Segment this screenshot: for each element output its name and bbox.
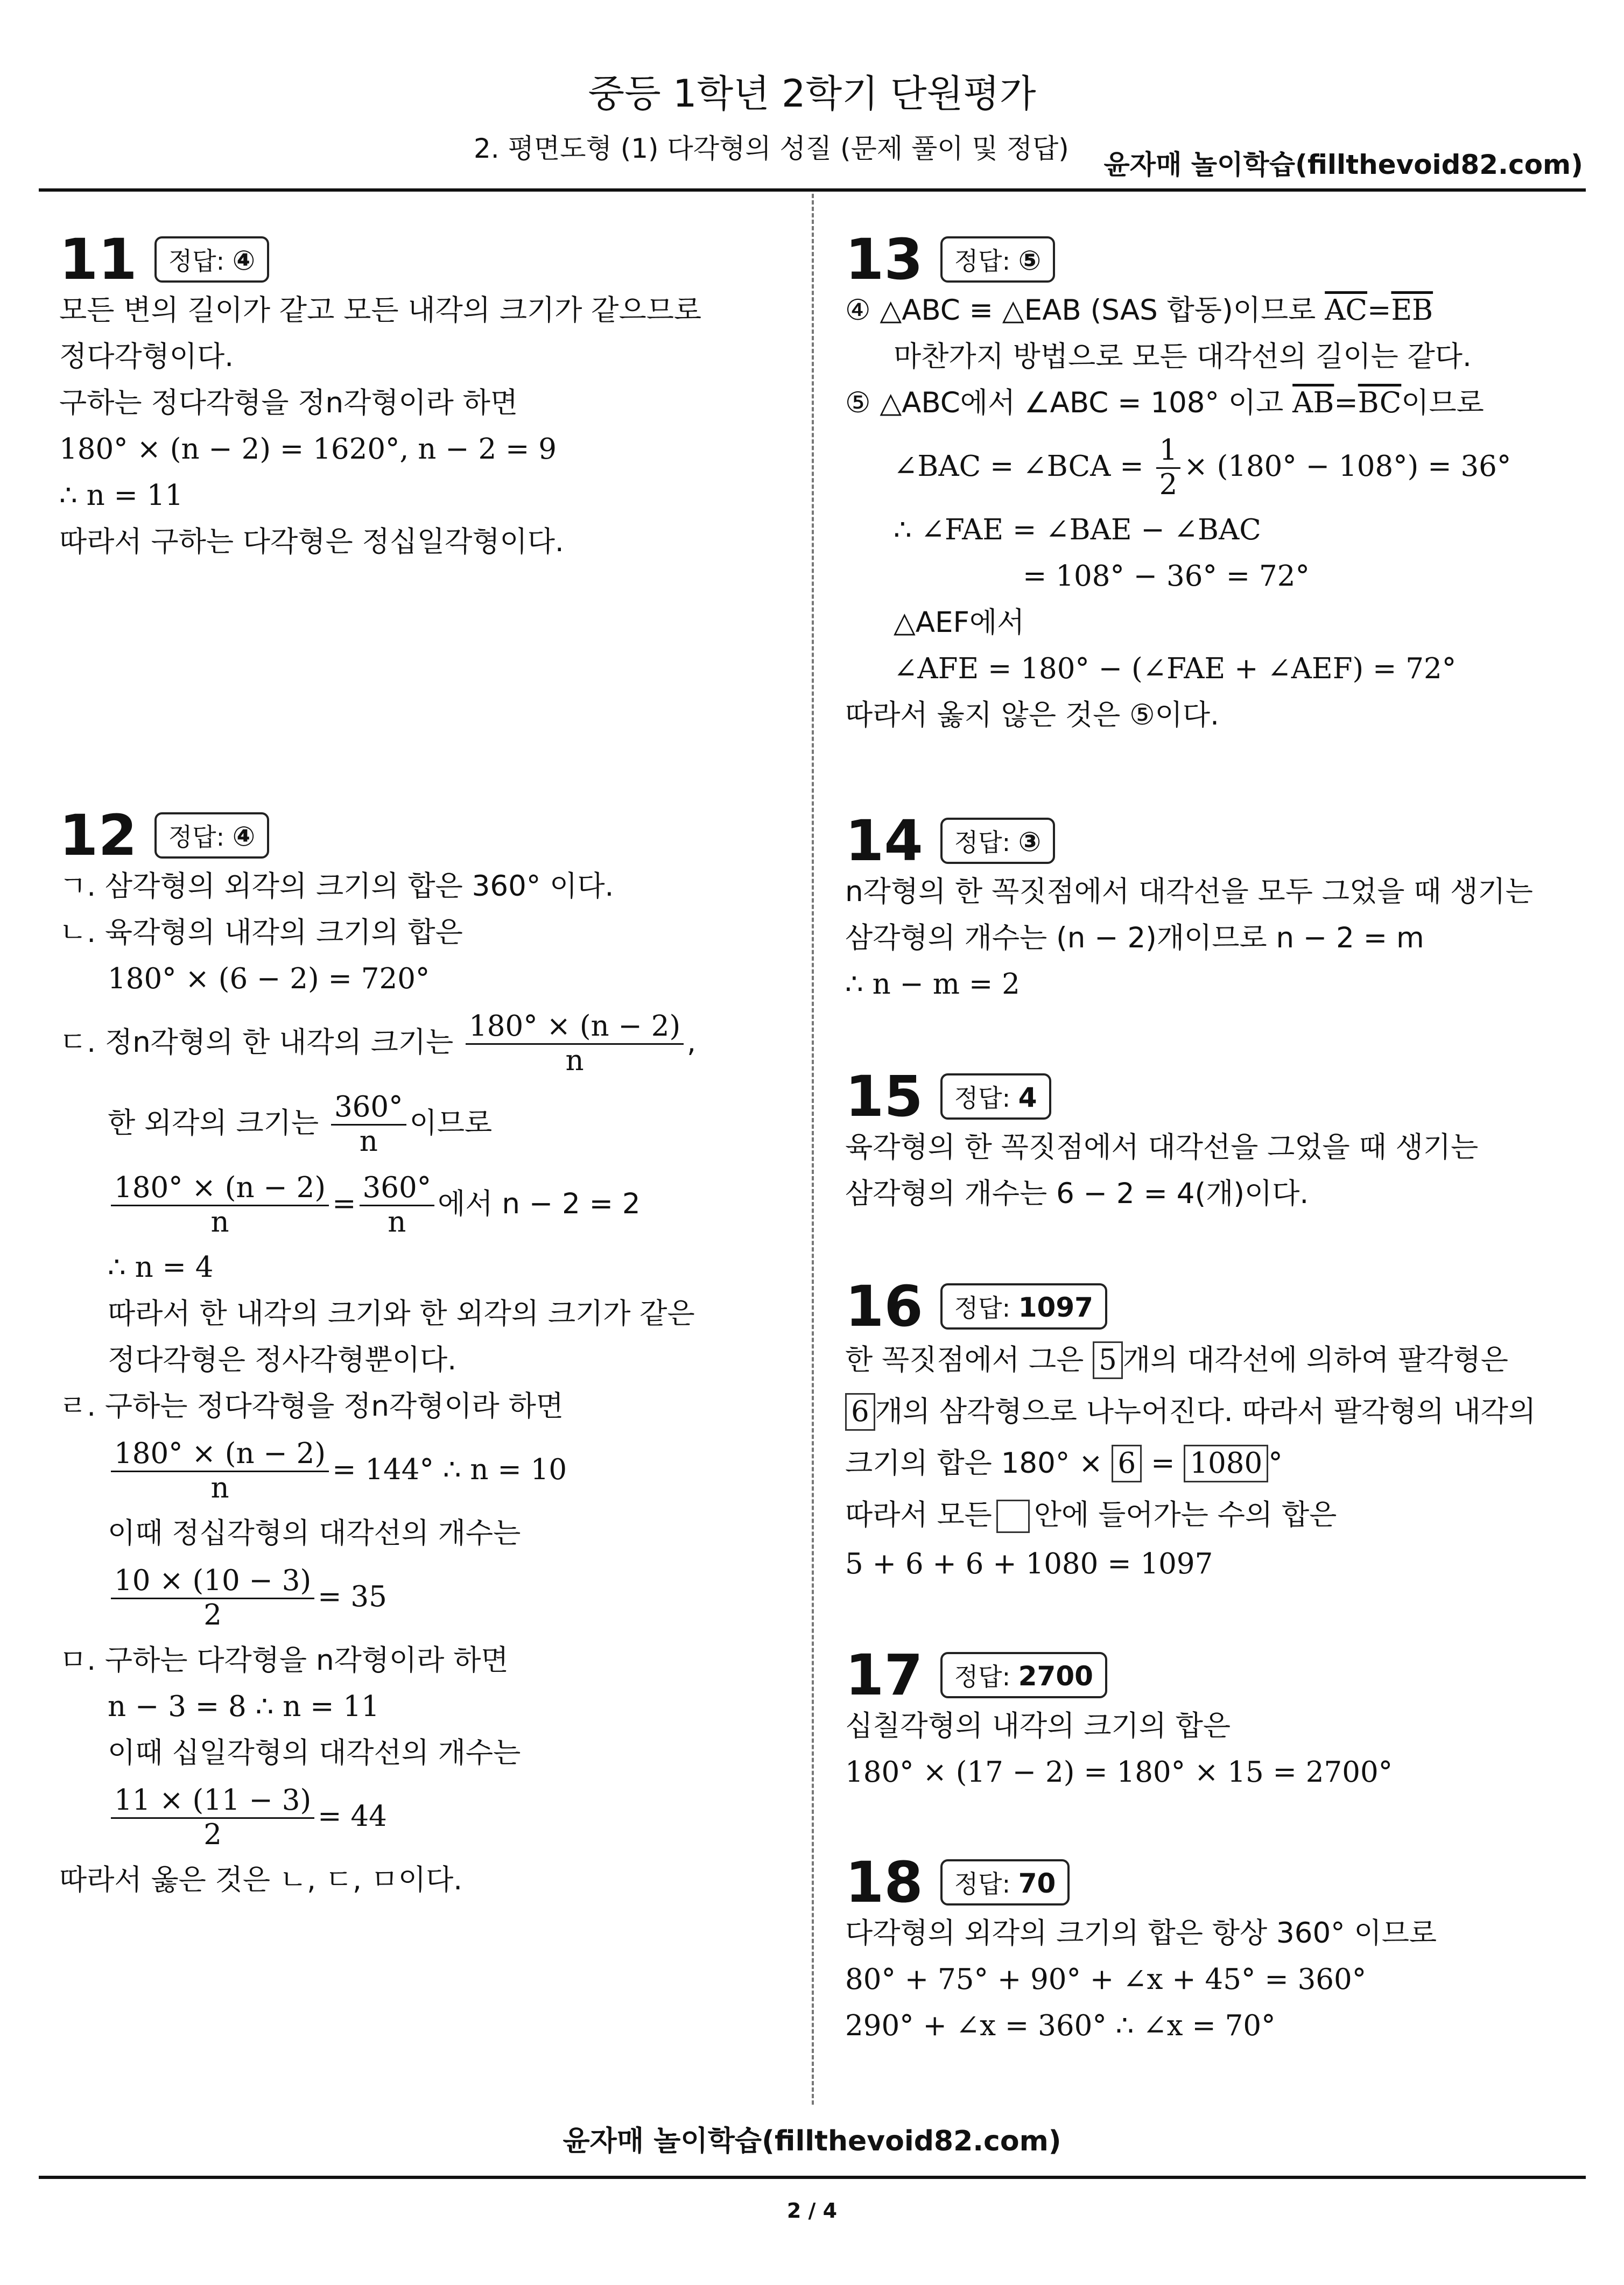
fraction: $\frac{360^\circ}{n}$ (331, 1091, 406, 1158)
segment-overline: $\overline{AB}$ (1292, 386, 1334, 419)
fraction: $\frac{180^\circ \times (n - 2)}{n}$ (111, 1438, 329, 1505)
problem-12 (59, 803, 781, 1903)
solution-line: 따라서 모든 안에 들어가는 수의 합은 (845, 1489, 1599, 1541)
problem-14 (845, 808, 1599, 1008)
solution-conclusion: 따라서 구하는 다각형은 정십일각형이다. (59, 525, 564, 558)
footer-rule (39, 2176, 1586, 2179)
solution-equation: 5 + 6 + 6 + 1080 = 1097 (845, 1548, 1213, 1580)
solution-conclusion: 따라서 옳은 것은 ㄴ, ㄷ, ㅁ이다. (59, 1864, 463, 1896)
solution-equation: 180° × (6 − 2) = 720° (108, 962, 430, 995)
problem-13 (845, 227, 1599, 739)
problem-number: 18 (845, 1850, 923, 1915)
solution-line: 크기의 합은 180° × 6 = 1080 ° (845, 1438, 1599, 1489)
answer-badge: 정답: 2700 (940, 1652, 1107, 1698)
solution-line: n각형의 한 꼭짓점에서 대각선을 모두 그었을 때 생기는 (845, 875, 1533, 908)
solution-equation: ∠AFE = 180° − (∠FAE + ∠AEF) = 72° (894, 652, 1457, 685)
solution-line: 육각형의 한 꼭짓점에서 대각선을 그었을 때 생기는 (845, 1131, 1479, 1164)
boxed-value: 5 (1093, 1341, 1123, 1379)
solution-equation: 290° + ∠x = 360° ∴ ∠x = 70° (845, 2009, 1276, 2042)
solution-line: 이때 정십각형의 대각선의 개수는 (108, 1517, 521, 1550)
segment-overline: $\overline{AC}$ (1325, 294, 1368, 327)
solution-line: 한 꼭짓점에서 그은 5 개의 대각선에 의하여 팔각형은 (845, 1334, 1599, 1386)
solution-line: ㄱ. 삼각형의 외각의 크기의 합은 360° 이다. (59, 870, 614, 903)
solution-line: 십칠각형의 내각의 크기의 합은 (845, 1710, 1231, 1742)
answer-badge: 정답: 4 (940, 1073, 1051, 1120)
solution-equation: ∴ ∠FAE = ∠BAE − ∠BAC (894, 514, 1261, 546)
answer-badge: 정답: ④ (154, 236, 269, 283)
problem-number: 17 (845, 1642, 923, 1708)
problem-number: 15 (845, 1064, 923, 1129)
solution-line: ㄹ. 구하는 정다각형을 정n각형이라 하면 (59, 1390, 564, 1423)
column-divider (812, 194, 814, 2105)
solution-equation: 180° × (17 − 2) = 180° × 15 = 2700° (845, 1756, 1393, 1789)
empty-box-icon (996, 1500, 1030, 1533)
problem-number: 12 (59, 803, 137, 868)
solution-line: △AEF에서 (894, 606, 1025, 639)
solution-line: 정다각형이다. (59, 340, 234, 373)
boxed-value: 6 (1112, 1445, 1142, 1482)
solution-equation: ∠BAC = ∠BCA = $\frac{1}{2}$ × (180° − 108°) = 36° (894, 433, 1511, 501)
fraction: $\frac{360^\circ}{n}$ (360, 1172, 435, 1239)
problem-16 (845, 1274, 1599, 1587)
footer-brand: 윤자매 놀이학습(fillthevoid82.com) (563, 2125, 1061, 2157)
solution-equation: ∴ n = 11 (59, 479, 184, 512)
fraction: $\frac{1}{2}$ (1156, 434, 1181, 502)
solution-line: 모든 변의 길이가 같고 모든 내각의 크기가 같으므로 (59, 294, 702, 327)
problem-number: 14 (845, 808, 923, 874)
boxed-value: 1080 (1184, 1445, 1268, 1482)
solution-line: 다각형의 외각의 크기의 합은 항상 360° 이므로 (845, 1917, 1437, 1950)
solution-equation: $\frac{180^\circ \times (n - 2)}{n}$ = 144° ∴ n = 10 (59, 1430, 781, 1510)
solution-line: 한 외각의 크기는 $\frac{360^\circ}{n}$ 이므로 (108, 1090, 493, 1158)
solution-line: 6 개의 삼각형으로 나누어진다. 따라서 팔각형의 내각의 (845, 1386, 1599, 1438)
solution-line: 삼각형의 개수는 6 − 2 = 4(개)이다. (845, 1177, 1309, 1210)
boxed-value: 6 (845, 1393, 875, 1431)
solution-conclusion: 따라서 옳지 않은 것은 ⑤이다. (845, 699, 1219, 732)
page-title: 중등 1학년 2학기 단원평가 (588, 72, 1036, 116)
solution-equation: 80° + 75° + 90° + ∠x + 45° = 360° (845, 1963, 1367, 1996)
solution-equation: ∴ n = 4 (108, 1251, 214, 1284)
answer-badge: 정답: ④ (154, 812, 269, 859)
fraction: $\frac{180^\circ \times (n - 2)}{n}$ (111, 1172, 329, 1239)
fraction: $\frac{11 \times (11 - 3)}{2}$ (111, 1784, 314, 1852)
solution-equation: $\frac{11 \times (11 - 3)}{2}$ = 44 (59, 1776, 781, 1857)
solution-equation: $\frac{180^\circ \times (n - 2)}{n}$ = $\frac{360^\circ}{n}$ 에서 n − 2 = 2 (59, 1164, 781, 1245)
page-subtitle: 2. 평면도형 (1) 다각형의 성질 (문제 풀이 및 정답) (474, 133, 1069, 164)
solution-line: 마찬가지 방법으로 모든 대각선의 길이는 같다. (894, 340, 1472, 373)
solution-line: 이때 십일각형의 대각선의 개수는 (108, 1736, 521, 1769)
problem-11 (59, 227, 781, 565)
header-brand: 윤자매 놀이학습(fillthevoid82.com) (1103, 149, 1583, 180)
problem-18 (845, 1850, 1599, 2049)
segment-overline: $\overline{BC}$ (1358, 386, 1402, 419)
page-number: 2 / 4 (786, 2199, 838, 2223)
solution-line: 구하는 정다각형을 정n각형이라 하면 (59, 386, 518, 419)
solution-equation: 180° × (n − 2) = 1620°, n − 2 = 9 (59, 433, 557, 466)
solution-line: ④ △ABC ≡ △EAB (SAS 합동)이므로 $\overline{AC}=\overline{EB}$ (845, 294, 1433, 327)
problem-number: 16 (845, 1274, 923, 1339)
solution-equation: n − 3 = 8 ∴ n = 11 (108, 1690, 379, 1723)
solution-equation: = 108° − 36° = 72° (1023, 560, 1310, 593)
solution-line: ㄷ. 정n각형의 한 내각의 크기는 $\frac{180^\circ \times (n - 2)}{n}$ , (59, 1009, 696, 1077)
solution-equation: $\frac{10 \times (10 - 3)}{2}$ = 35 (59, 1557, 781, 1637)
answer-badge: 정답: ⑤ (940, 236, 1055, 283)
header-rule (39, 188, 1586, 192)
solution-line: 따라서 한 내각의 크기와 한 외각의 크기가 같은 (108, 1297, 695, 1330)
problem-number: 11 (59, 227, 137, 292)
fraction: $\frac{180^\circ \times (n - 2)}{n}$ (466, 1010, 684, 1078)
answer-badge: 정답: 1097 (940, 1283, 1107, 1330)
problem-number: 13 (845, 227, 923, 292)
problem-17 (845, 1642, 1599, 1796)
solution-equation: ∴ n − m = 2 (845, 968, 1020, 1001)
problem-15 (845, 1064, 1599, 1217)
answer-badge: 정답: ③ (940, 818, 1055, 864)
solution-line: 정다각형은 정사각형뿐이다. (108, 1344, 457, 1376)
solution-line: ㄴ. 육각형의 내각의 크기의 합은 (59, 916, 463, 949)
fraction: $\frac{10 \times (10 - 3)}{2}$ (111, 1565, 314, 1632)
solution-line: 삼각형의 개수는 (n − 2)개이므로 n − 2 = m (845, 922, 1424, 954)
solution-line: ㅁ. 구하는 다각형을 n각형이라 하면 (59, 1644, 509, 1677)
answer-badge: 정답: 70 (940, 1859, 1070, 1906)
solution-line: ⑤ △ABC에서 ∠ABC = 108° 이고 $\overline{AB}=\overline{BC}$이므로 (845, 386, 1484, 419)
segment-overline: $\overline{EB}$ (1391, 294, 1433, 327)
